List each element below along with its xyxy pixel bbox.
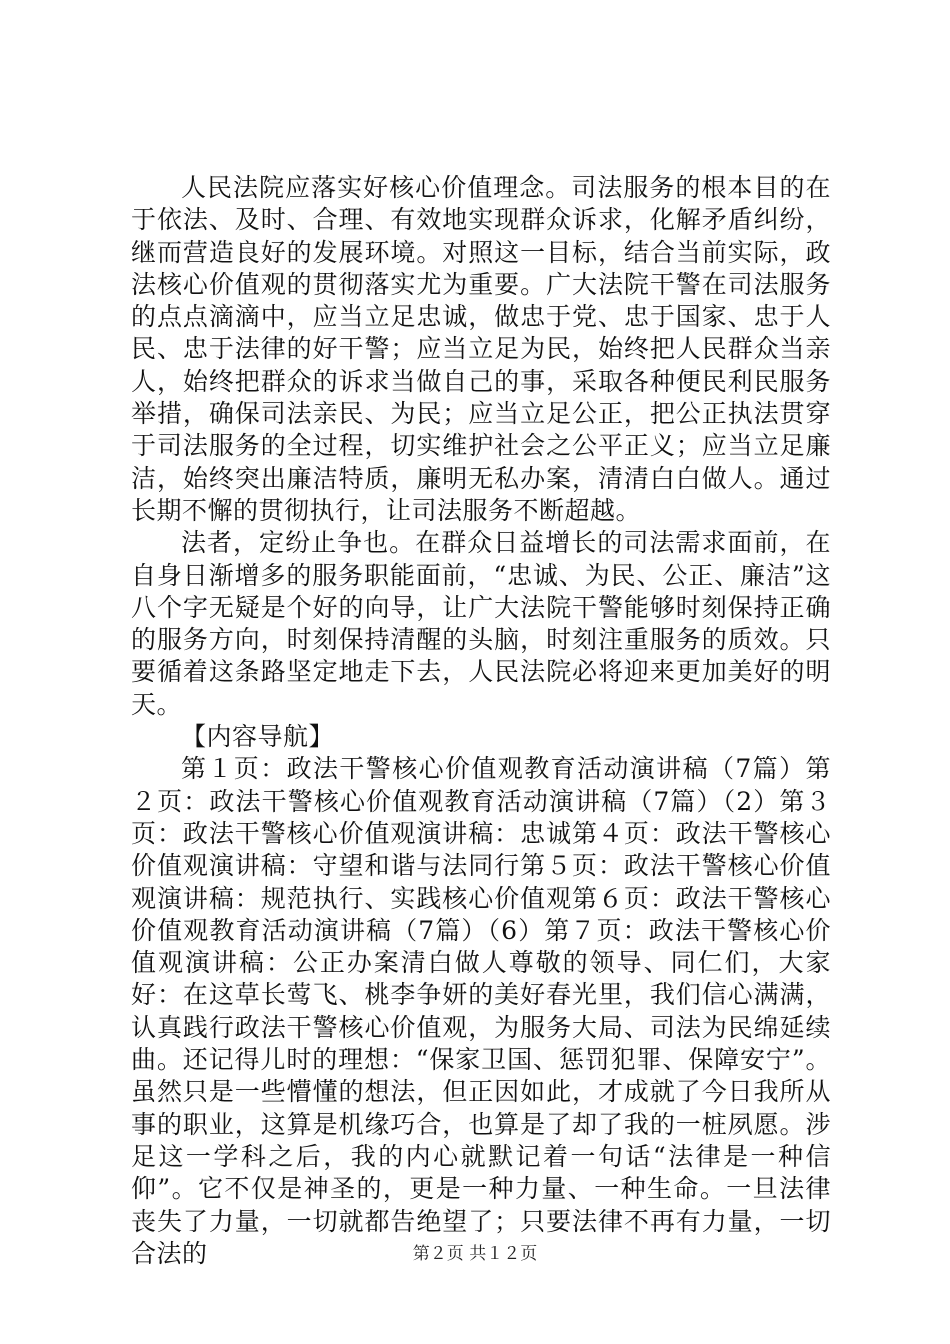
paragraph-navigation-and-speech: 第１页：政法干警核心价值观教育活动演讲稿（7篇）第２页：政法干警核心价值观教育活动演讲稿（7篇）（2）第３页：政法干警核心价值观演讲稿：忠诚第４页：政法干警核心价值观演讲稿：守望和谐与法同行第５页：政法干警核心价值观演讲稿：规范执行、实践核心价值观第６页：政法干警核心价值观教育活动演讲稿（7篇）（6）第７页：政法干警核心价值观演讲稿：公正办案清白做人尊敬的领导、同仁们，大家好：在这草长莺飞、桃李争妍的美好春光里，我们信心满满，认真践行政法干警核心价值观，为服务大局、司法为民绵延续曲。还记得儿时的理想：“保家卫国、惩罚犯罪、保障安宁”。虽然只是一些懵懂的想法，但正因如此，才成就了今日我所从事的职业，这算是机缘巧合，也算是了却了我的一桩夙愿。涉足这一学科之后，我的内心就默记着一句话“法律是一种信仰”。它不仅是神圣的，更是一种力量、一种生命。一旦法律丧失了力量，一切就都告绝望了；只要法律不再有力量，一切合法的 [131,754,831,1268]
content-navigation-heading: 【内容导航】 [181,722,335,752]
paragraph-core-values: 人民法院应落实好核心价值理念。司法服务的根本目的在于依法、及时、合理、有效地实现群众诉求，化解矛盾纠纷，继而营造良好的发展环境。对照这一目标，结合当前实际，政法核心价值观的贯彻落实尤为重要。广大法院干警在司法服务的点点滴滴中，应当立足忠诚，做忠于党、忠于国家、忠于人民、忠于法律的好干警；应当立足为民，始终把人民群众当亲人，始终把群众的诉求当做自己的事，采取各种便民利民服务举措，确保司法亲民、为民；应当立足公正，把公正执法贯穿于司法服务的全过程，切实维护社会之公平正义；应当立足廉洁，始终突出廉洁特质，廉明无私办案，清清白白做人。通过长期不懈的贯彻执行，让司法服务不断超越。 [131,173,831,525]
paragraph-law-purpose: 法者，定纷止争也。在群众日益增长的司法需求面前，在自身日渐增多的服务职能面前，“忠诚、为民、公正、廉洁”这八个字无疑是个好的向导，让广大法院干警能够时刻保持正确的服务方向，时刻保持清醒的头脑，时刻注重服务的质效。只要循着这条路坚定地走下去，人民法院必将迎来更加美好的明天。 [131,528,831,719]
page-number-footer: 第２页 共１２页 [412,1244,538,1264]
document-body [131,172,831,1270]
